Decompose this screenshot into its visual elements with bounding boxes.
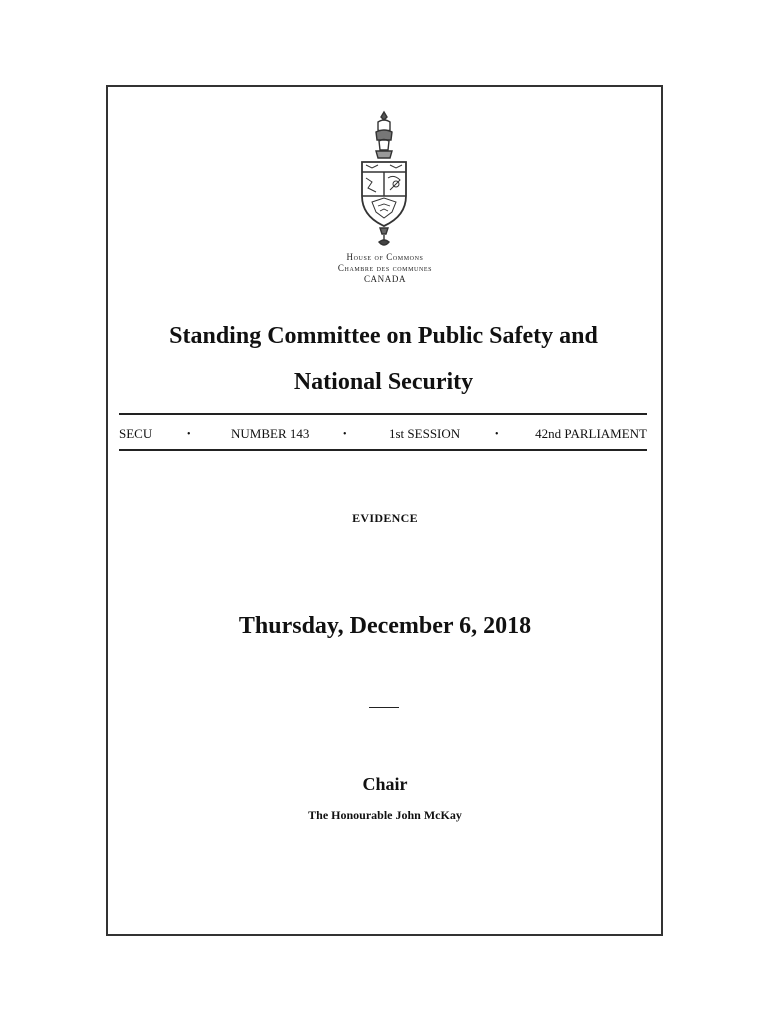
country-name: CANADA — [363, 274, 407, 284]
house-name-french: Chambre des communes — [337, 263, 433, 273]
section-divider — [369, 707, 399, 708]
info-bar-bottom-rule — [119, 449, 647, 451]
chair-name: The Honourable John McKay — [308, 808, 462, 822]
committee-code: SECU — [119, 426, 153, 441]
parliament-number: 42nd PARLIAMENT — [535, 426, 647, 441]
house-name-english: House of Commons — [346, 252, 424, 262]
committee-title-line-1: Standing Committee on Public Safety and — [169, 323, 598, 349]
separator-dot-icon: • — [495, 429, 499, 440]
meeting-number: NUMBER 143 — [231, 426, 310, 441]
evidence-label: EVIDENCE — [352, 511, 418, 525]
chair-heading: Chair — [362, 774, 408, 794]
committee-title — [106, 313, 661, 405]
meeting-date: Thursday, December 6, 2018 — [238, 613, 532, 639]
session-number: 1st SESSION — [389, 426, 461, 441]
info-bar-top-rule — [119, 413, 647, 415]
coat-of-arms-icon — [354, 108, 414, 250]
house-of-commons-header — [0, 252, 770, 285]
committee-title-line-2: National Security — [293, 369, 474, 395]
separator-dot-icon: • — [187, 429, 191, 440]
info-bar — [119, 426, 647, 442]
separator-dot-icon: • — [343, 429, 347, 440]
